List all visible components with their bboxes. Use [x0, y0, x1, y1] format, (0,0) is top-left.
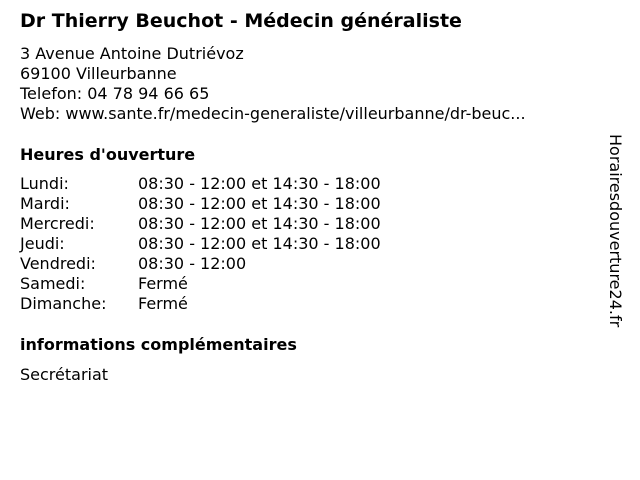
- phone-number: Telefon: 04 78 94 66 65: [20, 84, 210, 103]
- hours-row-tuesday: [20, 194, 381, 214]
- hours-row-wednesday: [20, 214, 381, 234]
- site-watermark: Horairesdouverture24.fr: [606, 134, 625, 328]
- additional-info-text: Secrétariat: [20, 365, 109, 384]
- day-label: Dimanche:: [20, 294, 107, 313]
- day-label: Samedi:: [20, 274, 86, 293]
- day-hours: Fermé: [138, 294, 188, 313]
- day-hours: Fermé: [138, 274, 188, 293]
- day-hours: 08:30 - 12:00: [138, 254, 247, 273]
- day-hours: 08:30 - 12:00 et 14:30 - 18:00: [138, 214, 381, 233]
- day-hours: 08:30 - 12:00 et 14:30 - 18:00: [138, 194, 381, 213]
- hours-row-friday: [20, 254, 381, 274]
- day-label: Mercredi:: [20, 214, 95, 233]
- address-block: [20, 44, 526, 124]
- address-city: 69100 Villeurbanne: [20, 64, 177, 83]
- hours-row-sunday: [20, 294, 381, 314]
- day-hours: 08:30 - 12:00 et 14:30 - 18:00: [138, 174, 381, 193]
- day-label: Vendredi:: [20, 254, 96, 273]
- additional-info-heading: informations complémentaires: [20, 335, 297, 354]
- opening-hours-heading: Heures d'ouverture: [20, 145, 196, 164]
- hours-row-thursday: [20, 234, 381, 254]
- page-title: Dr Thierry Beuchot - Médecin généraliste: [20, 10, 462, 32]
- day-hours: 08:30 - 12:00 et 14:30 - 18:00: [138, 234, 381, 253]
- hours-row-monday: [20, 174, 381, 194]
- website-link[interactable]: Web: www.sante.fr/medecin-generaliste/villeurbanne/dr-beuc...: [20, 104, 526, 123]
- hours-row-saturday: [20, 274, 381, 294]
- address-street: 3 Avenue Antoine Dutriévoz: [20, 44, 244, 63]
- day-label: Mardi:: [20, 194, 70, 213]
- day-label: Lundi:: [20, 174, 69, 193]
- opening-hours-table: [20, 174, 381, 314]
- day-label: Jeudi:: [20, 234, 65, 253]
